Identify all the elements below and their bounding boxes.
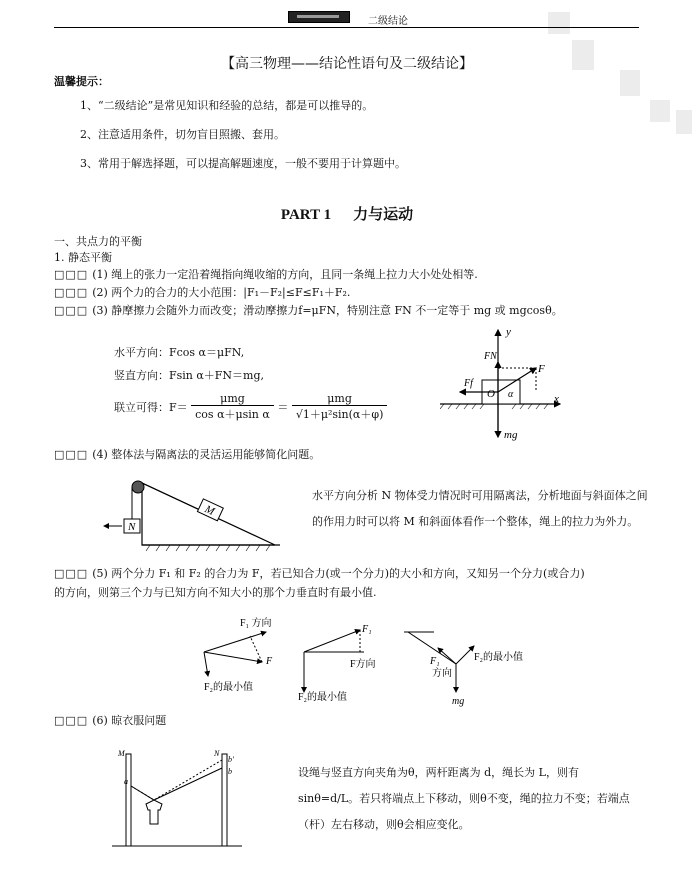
shirt	[146, 800, 162, 824]
mg-label: mg	[452, 696, 465, 707]
n-label: N	[214, 749, 220, 758]
equals-sign: ＝	[277, 401, 289, 414]
item-1	[54, 266, 478, 282]
item-text: (5) 两个分力 F₁ 和 F₂ 的合力为 F，若已知合力(或一个分力)的大小和方向，又知另一个分力(或合力)	[92, 567, 585, 580]
f-label: F	[266, 656, 273, 667]
fraction-denominator: √1＋μ²sin(α＋φ)	[295, 408, 384, 421]
force-diagram	[440, 322, 570, 444]
fn-label: FN	[484, 351, 497, 362]
book-icon	[288, 11, 350, 23]
checkbox-group[interactable]: □□□	[54, 714, 89, 727]
item-5-continued: 的方向，则第三个力与已知方向不知大小的那个力垂直时有最小值.	[54, 586, 377, 599]
equation-horizontal: 水平方向：Fcos α＝μFN,	[114, 346, 245, 359]
item-2	[54, 284, 350, 300]
f2-min-label: F₂的最小值	[474, 652, 524, 663]
fraction-numerator: μmg	[292, 392, 388, 406]
equation-combined	[114, 392, 387, 422]
checkbox-group[interactable]: □□□	[54, 304, 89, 317]
incline-pulley-diagram	[100, 475, 285, 555]
equation-vertical: 竖直方向：Fsin α＋FN＝mg,	[114, 369, 265, 382]
minimum-force-diagrams	[200, 612, 540, 712]
pole-n	[222, 754, 227, 846]
item-text: (1) 绳上的张力一定沿着绳指向绳收缩的方向，且同一条绳上拉力大小处处相等.	[92, 268, 478, 281]
watermark-block	[548, 12, 570, 34]
paragraph-isolation-method: 水平方向分析 N 物体受力情况时可用隔离法，分析地面与斜面体之间的作用力时可以将 M 和斜面体看作一个整体，绳上的拉力为外力。	[312, 489, 648, 528]
item-text: (4) 整体法与隔离法的灵活运用能够简化问题。	[92, 448, 321, 461]
checkbox-group[interactable]: □□□	[54, 286, 89, 299]
section-heading: 一、共点力的平衡	[54, 235, 142, 248]
a-label: a	[124, 777, 128, 786]
checkbox-group[interactable]: □□□	[54, 567, 89, 580]
rope	[131, 768, 222, 800]
fraction-numerator: μmg	[191, 392, 274, 406]
checkbox-group[interactable]: □□□	[54, 448, 89, 461]
item-4	[54, 446, 320, 462]
f-label: F	[538, 363, 545, 375]
document-title: 【高三物理——结论性语句及二级结论】	[221, 56, 473, 72]
f1-direction-label: F₁ 方向	[240, 618, 272, 629]
alpha-label: α	[508, 389, 514, 400]
checkbox-group[interactable]: □□□	[54, 268, 89, 281]
n-label: N	[128, 521, 136, 533]
b-prime-label: b'	[228, 755, 234, 764]
f2-min-label: F₂的最小值	[204, 682, 254, 693]
item-5	[54, 565, 585, 581]
m-label: M	[202, 503, 217, 518]
watermark-block	[620, 70, 640, 96]
equation-prefix: 联立可得：F＝	[114, 401, 188, 414]
header-label: 二级结论	[368, 16, 408, 27]
f1-label: F₁	[430, 656, 440, 667]
tip-item: 1、“二级结论”是常见知识和经验的总结，都是可以推导的。	[80, 99, 374, 112]
origin-label: O	[487, 388, 495, 400]
mg-label: mg	[504, 429, 518, 441]
tip-item: 2、注意适用条件，切勿盲目照搬、套用。	[80, 128, 285, 141]
paragraph-clothesline: 设绳与竖直方向夹角为θ，两杆距离为 d，绳长为 L，则有 sinθ=d/L。若只将端点上下移动，则θ不变，绳的拉力不变；若端点（杆）左右移动，则θ会相应变化。	[298, 766, 630, 831]
item-text: (6) 晾衣服问题	[92, 714, 167, 727]
part-number: PART 1	[280, 207, 332, 223]
pole-m	[126, 754, 131, 846]
direction-label: 方向	[432, 668, 452, 679]
clothesline-diagram	[112, 746, 242, 850]
ff-label: Ff	[464, 378, 473, 389]
subsection-heading: 1. 静态平衡	[54, 251, 112, 264]
x-label: x	[554, 393, 559, 405]
f1-label: F₁	[362, 624, 372, 635]
item-text: (2) 两个力的合力的大小范围：|F₁－F₂|≤F≤F₁＋F₂.	[92, 286, 351, 299]
fraction-denominator: cos α＋μsin α	[195, 408, 270, 421]
watermark-block	[676, 110, 692, 134]
part-title: 力与运动	[353, 205, 414, 223]
item-3	[54, 302, 563, 318]
f2-min-label: F₂的最小值	[298, 692, 348, 703]
f-direction-label: F方向	[350, 659, 376, 670]
part-heading	[0, 203, 694, 224]
tip-item: 3、常用于解选择题，可以提高解题速度，一般不要用于计算题中。	[80, 157, 406, 170]
item-text: (3) 静摩擦力会随外力而改变；滑动摩擦力f=μFN，特别注意 FN 不一定等于 mg 或 mgcosθ。	[92, 304, 563, 317]
watermark-block	[650, 100, 670, 122]
header-divider	[54, 27, 639, 28]
tips-label: 温馨提示：	[54, 75, 109, 88]
b-label: b	[228, 767, 232, 776]
item-6	[54, 712, 166, 728]
m-label: M	[118, 749, 125, 758]
y-label: y	[506, 326, 511, 338]
